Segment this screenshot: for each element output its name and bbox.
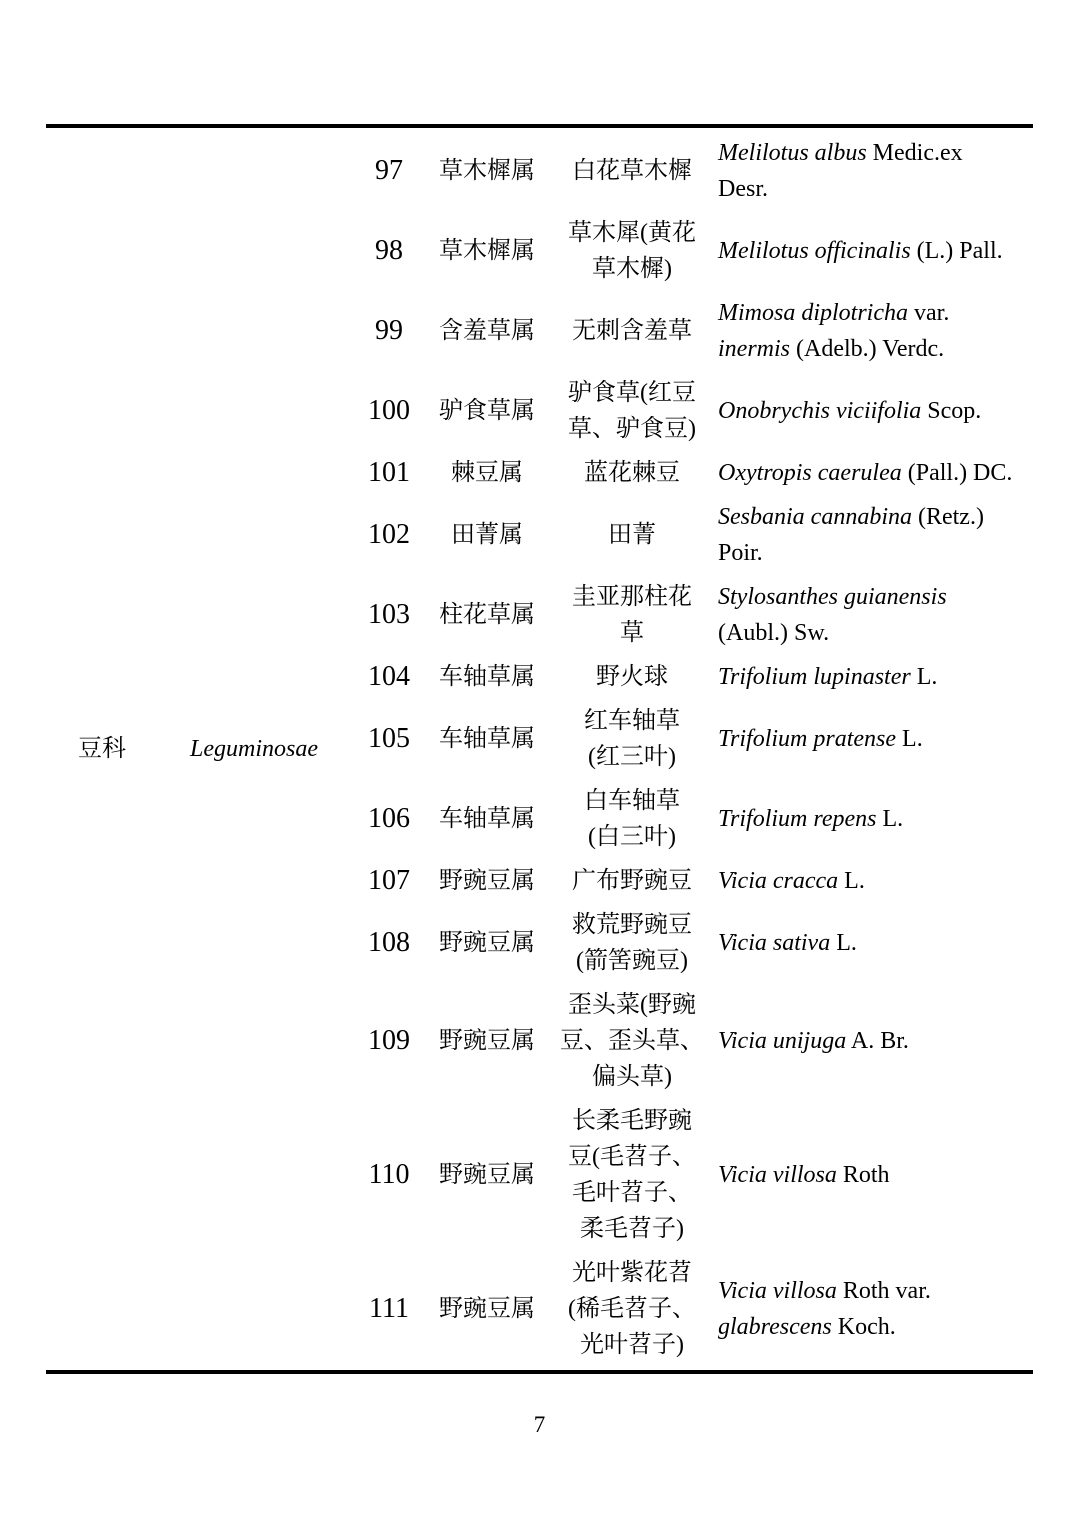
genus-name-cell: 野豌豆属 (439, 1162, 535, 1188)
table-row (350, 1099, 1033, 1251)
sci-binomial-italic: Vicia unijuga (718, 1028, 847, 1054)
family-name-latin: Leguminosae (190, 736, 318, 762)
table-row (350, 211, 1033, 291)
scientific-name-cell (718, 499, 1033, 571)
sci-author-roman: L. (830, 930, 857, 956)
scientific-name-cell (718, 295, 1033, 367)
sci-author-roman: Koch. (831, 1314, 896, 1340)
scientific-name-cell (718, 233, 1033, 269)
row-number-cell: 98 (375, 235, 403, 266)
species-name-cell: 白车轴草 (白三叶) (584, 788, 680, 850)
table-row (350, 859, 1033, 903)
table-row (350, 655, 1033, 699)
scientific-name-line (718, 295, 1033, 331)
row-number-cell: 97 (375, 155, 403, 186)
row-number-cell: 107 (368, 865, 410, 896)
sci-binomial-italic: Trifolium repens (718, 806, 877, 832)
sci-author-roman: Poir. (718, 540, 763, 566)
scientific-name-line (718, 1273, 1033, 1309)
row-number-cell: 109 (368, 1025, 410, 1056)
scientific-name-cell (718, 721, 1033, 757)
scientific-name-line (718, 455, 1033, 491)
sci-author-roman: Scop. (921, 398, 982, 424)
species-name-cell: 光叶紫花苕 (稀毛苕子、 光叶苕子) (568, 1260, 696, 1358)
page-number: 7 (533, 1412, 546, 1437)
sci-binomial-italic: Vicia villosa (718, 1278, 837, 1304)
scientific-name-line (718, 135, 1033, 171)
scientific-name-cell (718, 455, 1033, 491)
row-number-cell: 104 (368, 661, 410, 692)
species-name-cell: 歪头菜(野豌 豆、歪头草、 偏头草) (560, 992, 704, 1090)
sci-binomial-italic: Trifolium pratense (718, 726, 897, 752)
sci-binomial-italic: Vicia cracca (718, 868, 839, 894)
species-name-cell: 广布野豌豆 (572, 868, 692, 894)
table-row (350, 779, 1033, 859)
sci-author-roman: var. (908, 300, 950, 326)
sci-author-roman: A. Br. (846, 1028, 909, 1054)
table-row (350, 291, 1033, 371)
scientific-name-cell (718, 1023, 1033, 1059)
scientific-name-line (718, 579, 1033, 615)
sci-binomial-italic: Vicia sativa (718, 930, 831, 956)
scientific-name-cell (718, 925, 1033, 961)
table-row (350, 495, 1033, 575)
scientific-name-line (718, 721, 1033, 757)
sci-binomial-italic: Melilotus officinalis (718, 238, 911, 264)
row-number-cell: 108 (368, 927, 410, 958)
family-name-cn: 豆科 (78, 736, 126, 762)
row-number-cell: 110 (368, 1159, 410, 1190)
row-number-cell: 99 (375, 315, 403, 346)
table-row (350, 1251, 1033, 1367)
species-name-cell: 驴食草(红豆 草、驴食豆) (568, 380, 696, 442)
row-number-cell: 103 (368, 599, 410, 630)
row-number-cell: 105 (368, 723, 410, 754)
species-name-cell: 救荒野豌豆 (箭筈豌豆) (572, 912, 692, 974)
species-rows (350, 128, 1033, 1370)
sci-binomial-italic: glabrescens (718, 1314, 832, 1340)
species-name-cell: 圭亚那柱花 草 (572, 584, 692, 646)
sci-author-roman: (Adelb.) Verdc. (790, 336, 945, 362)
table-row (350, 131, 1033, 211)
genus-name-cell: 野豌豆属 (439, 1296, 535, 1322)
sci-binomial-italic: inermis (718, 336, 790, 362)
sci-binomial-italic: Sesbania cannabina (718, 504, 912, 530)
scientific-name-line (718, 1023, 1033, 1059)
sci-author-roman: Medic.ex (866, 140, 963, 166)
genus-name-cell: 草木樨属 (439, 238, 535, 264)
species-name-cell: 田菁 (608, 522, 656, 548)
genus-name-cell: 野豌豆属 (439, 1028, 535, 1054)
sci-author-roman: Roth (836, 1162, 890, 1188)
scientific-name-line (718, 801, 1033, 837)
scientific-name-line (718, 331, 1033, 367)
sci-author-roman: Desr. (718, 176, 768, 202)
scientific-name-cell (718, 579, 1033, 651)
sci-binomial-italic: Mimosa diplotricha (718, 300, 908, 326)
sci-author-roman: (Retz.) (911, 504, 984, 530)
genus-name-cell: 野豌豆属 (439, 930, 535, 956)
sci-author-roman: (L.) Pall. (910, 238, 1003, 264)
species-name-cell: 野火球 (596, 664, 668, 690)
genus-name-cell: 车轴草属 (439, 664, 535, 690)
genus-name-cell: 柱花草属 (439, 602, 535, 628)
scientific-name-cell (718, 393, 1033, 429)
genus-name-cell: 含羞草属 (439, 318, 535, 344)
table-row (350, 903, 1033, 983)
scientific-name-line (718, 393, 1033, 429)
sci-author-roman: L. (910, 664, 938, 690)
species-name-cell: 蓝花棘豆 (584, 460, 680, 486)
row-number-cell: 111 (369, 1293, 409, 1324)
row-number-cell: 106 (368, 803, 410, 834)
genus-name-cell: 驴食草属 (439, 398, 535, 424)
scientific-name-line (718, 925, 1033, 961)
scientific-name-line (718, 1157, 1033, 1193)
genus-name-cell: 车轴草属 (439, 726, 535, 752)
species-name-cell: 无刺含羞草 (572, 318, 692, 344)
sci-binomial-italic: Trifolium lupinaster (718, 664, 911, 690)
scientific-name-line (718, 863, 1033, 899)
species-table (46, 124, 1033, 1374)
genus-name-cell: 田菁属 (451, 522, 523, 548)
scientific-name-line (718, 171, 1033, 207)
table-row (350, 575, 1033, 655)
scientific-name-line (718, 535, 1033, 571)
species-name-cell: 白花草木樨 (572, 158, 692, 184)
scientific-name-line (718, 233, 1033, 269)
sci-author-roman: L. (876, 806, 904, 832)
table-row (350, 983, 1033, 1099)
row-number-cell: 102 (368, 519, 410, 550)
scientific-name-cell (718, 659, 1033, 695)
sci-author-roman: L. (838, 868, 865, 894)
genus-name-cell: 草木樨属 (439, 158, 535, 184)
genus-name-cell: 野豌豆属 (439, 868, 535, 894)
scientific-name-cell (718, 135, 1033, 207)
table-row (350, 451, 1033, 495)
scientific-name-line (718, 615, 1033, 651)
genus-name-cell: 棘豆属 (451, 460, 523, 486)
sci-binomial-italic: Stylosanthes guianensis (718, 584, 947, 610)
sci-binomial-italic: Vicia villosa (718, 1162, 837, 1188)
species-name-cell: 长柔毛野豌 豆(毛苕子、 毛叶苕子、 柔毛苕子) (568, 1108, 696, 1242)
scientific-name-cell (718, 1157, 1033, 1193)
scientific-name-line (718, 659, 1033, 695)
sci-author-roman: L. (896, 726, 923, 752)
scientific-name-line (718, 499, 1033, 535)
species-name-cell: 草木犀(黄花 草木樨) (568, 220, 696, 282)
scientific-name-cell (718, 863, 1033, 899)
scientific-name-line (718, 1309, 1033, 1345)
sci-binomial-italic: Onobrychis viciifolia (718, 398, 922, 424)
sci-author-roman: (Pall.) DC. (901, 460, 1013, 486)
row-number-cell: 100 (368, 395, 410, 426)
table-row (350, 699, 1033, 779)
sci-binomial-italic: Melilotus albus (718, 140, 867, 166)
sci-author-roman: (Aubl.) Sw. (718, 620, 830, 646)
scientific-name-cell (718, 1273, 1033, 1345)
row-number-cell: 101 (368, 457, 410, 488)
table-row (350, 371, 1033, 451)
scientific-name-cell (718, 801, 1033, 837)
sci-author-roman: Roth var. (836, 1278, 931, 1304)
genus-name-cell: 车轴草属 (439, 806, 535, 832)
species-name-cell: 红车轴草 (红三叶) (584, 708, 680, 770)
sci-binomial-italic: Oxytropis caerulea (718, 460, 902, 486)
